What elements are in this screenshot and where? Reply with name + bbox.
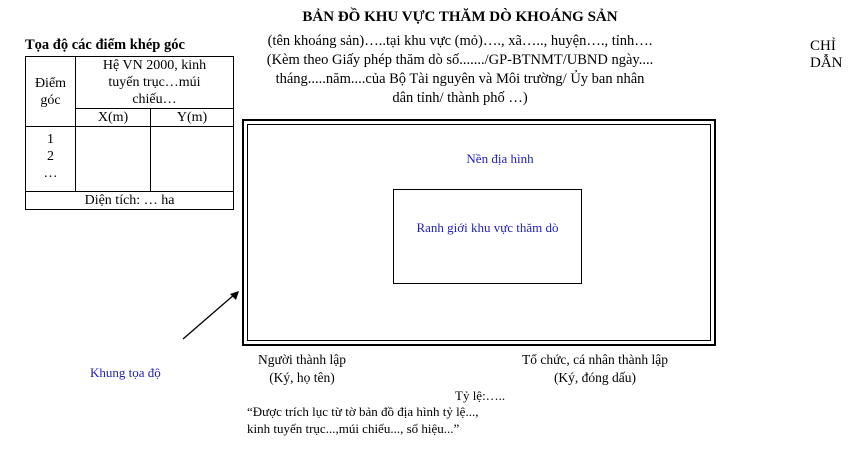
system-header-cell [76, 57, 234, 109]
system-header-line: Hệ VN 2000, kinh [102, 58, 207, 73]
organization-signature [505, 351, 685, 387]
coords-table [25, 56, 234, 210]
map-scale: Tỷ lệ:….. [455, 388, 506, 403]
system-header-line: chiếu… [132, 92, 177, 107]
point-item: 2 [47, 149, 54, 164]
subtitle-line: dân tỉnh/ thành phố …) [392, 90, 528, 106]
x-values-cell [76, 127, 151, 192]
point-header-line: góc [40, 92, 61, 108]
x-header: X(m) [76, 109, 151, 127]
y-header: Y(m) [151, 109, 234, 127]
organization-note: (Ký, đóng dấu) [553, 370, 637, 385]
footnote-line: kinh tuyến trục...,múi chiếu..., số hiệu...” [247, 421, 460, 436]
subtitle-line: (tên khoáng sản)…..tại khu vực (mỏ)…., xã….., huyện…., tỉnh…. [267, 33, 653, 49]
creator-signature [246, 351, 358, 387]
organization-role: Tổ chức, cá nhân thành lập [521, 352, 668, 367]
point-item: … [43, 166, 58, 181]
arrow-icon [180, 288, 244, 342]
point-header-cell [26, 57, 76, 127]
map-subtitle [250, 32, 670, 108]
system-header-line: tuyến trục…múi [108, 75, 201, 90]
point-list-cell [26, 127, 76, 192]
y-values-cell [151, 127, 234, 192]
exploration-boundary-label: Ranh giới khu vực thăm dò [416, 220, 559, 235]
coords-table-title: Tọa độ các điểm khép góc [25, 37, 185, 53]
point-header-line: Điểm [34, 75, 67, 91]
point-item: 1 [47, 132, 54, 147]
topographic-base-label: Nền địa hình [466, 151, 534, 166]
extract-footnote [247, 403, 478, 437]
area-cell: Diện tích: … ha [26, 192, 234, 210]
subtitle-line: (Kèm theo Giấy phép thăm dò số......./GP-BTNMT/UBND ngày.... [266, 52, 654, 68]
legend-heading: CHỈ DẪN [810, 38, 843, 71]
footnote-line: “Được trích lục từ tờ bản đồ địa hình tỷ lệ..., [247, 404, 479, 419]
creator-note: (Ký, họ tên) [269, 370, 335, 385]
coordinate-frame-label: Khung tọa độ [90, 365, 161, 380]
subtitle-line: tháng.....năm....của Bộ Tài nguyên và Môi trường/ Ủy ban nhân [275, 71, 645, 87]
creator-role: Người thành lập [258, 352, 346, 367]
exploration-boundary [393, 189, 582, 284]
map-title: BẢN ĐỒ KHU VỰC THĂM DÒ KHOÁNG SẢN [302, 9, 618, 25]
